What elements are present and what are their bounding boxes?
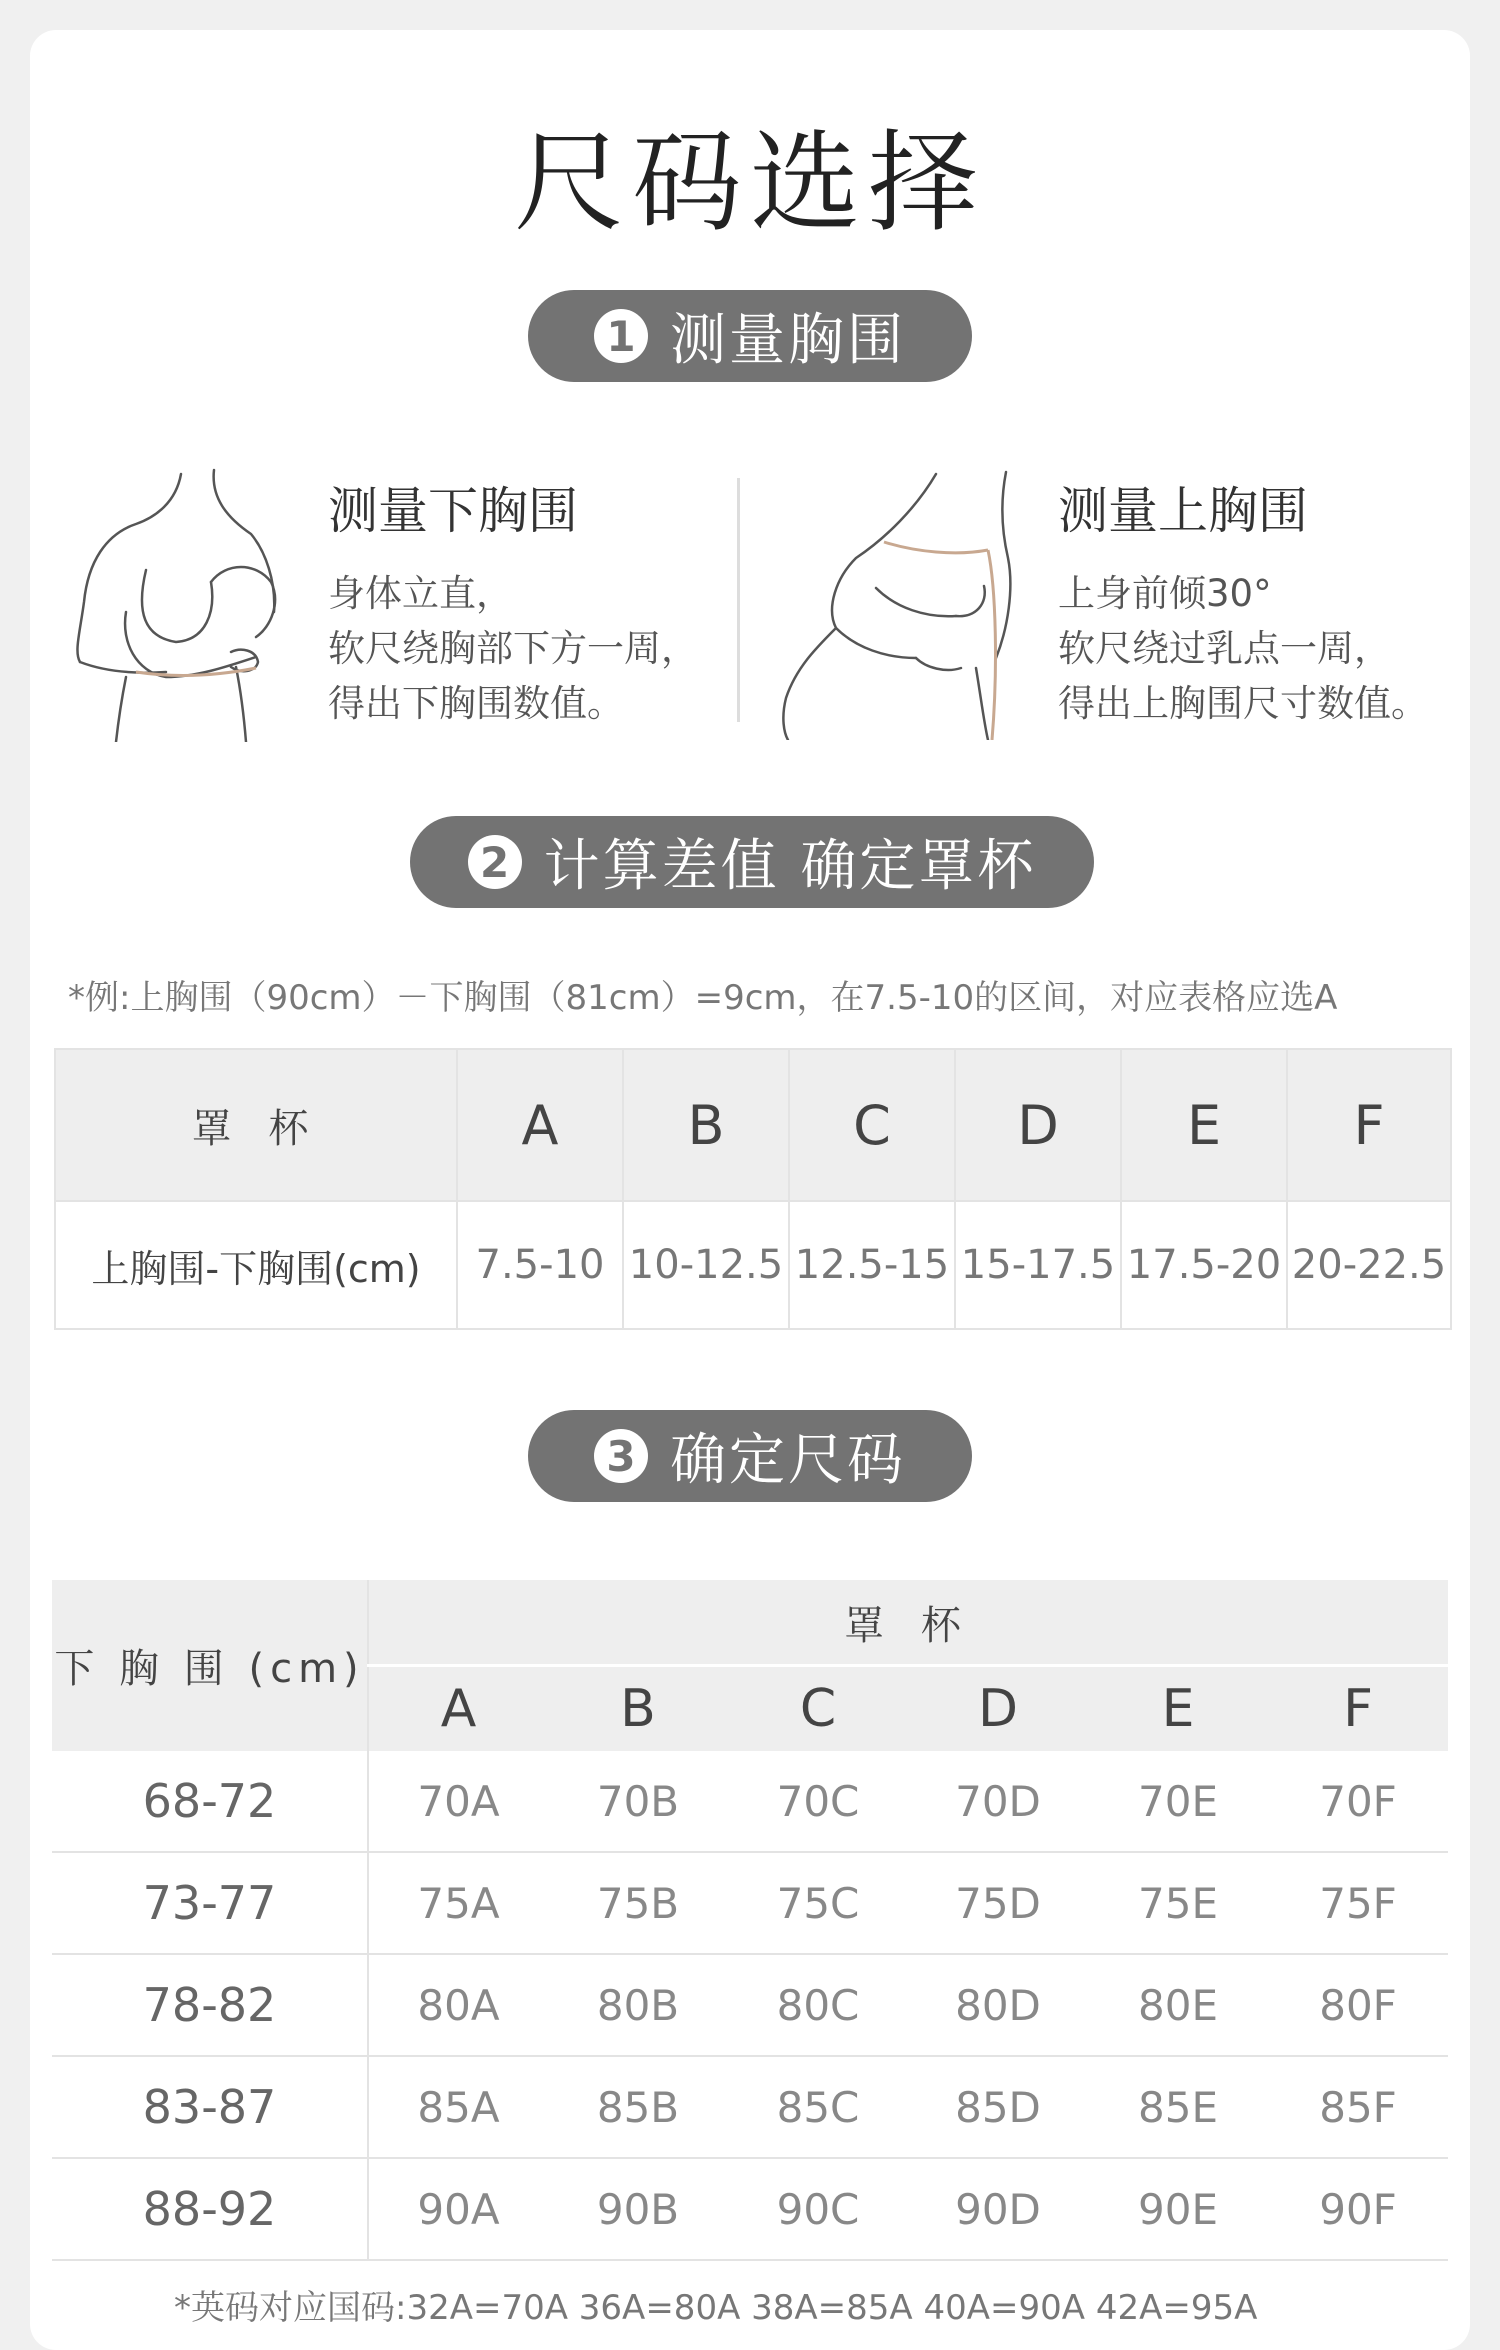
size-cell: 85A — [368, 2056, 548, 2158]
band-header: 下 胸 围 (cm) — [52, 1580, 368, 1751]
step-3-label: 确定尺码 — [670, 1428, 906, 1493]
size-cell: 90F — [1268, 2158, 1448, 2260]
step-1-badge — [528, 290, 972, 382]
size-cell: 75E — [1088, 1852, 1268, 1954]
size-cell: 70D — [908, 1751, 1088, 1852]
size-cell: 90D — [908, 2158, 1088, 2260]
measure-lower-bust-illustration — [66, 462, 306, 742]
size-cell: 70A — [368, 1751, 548, 1852]
cup-letter: F — [1287, 1049, 1451, 1201]
cup-header-label: 罩 杯 — [55, 1049, 457, 1201]
table-row — [52, 1954, 1448, 2056]
size-cell: 80C — [728, 1954, 908, 2056]
cup-letter: E — [1121, 1049, 1287, 1201]
band-range: 68-72 — [52, 1751, 368, 1852]
band-range: 83-87 — [52, 2056, 368, 2158]
cup-letter: A — [368, 1666, 548, 1752]
size-cell: 90A — [368, 2158, 548, 2260]
size-cell: 85D — [908, 2056, 1088, 2158]
difference-row — [55, 1201, 1451, 1329]
example-note: *例:上胸围（90cm）－下胸围（81cm）=9cm，在7.5-10的区间，对应表格应选A — [68, 978, 1338, 1018]
cup-letter: B — [623, 1049, 789, 1201]
cup-header: 罩 杯 — [368, 1580, 1448, 1666]
step-1-label: 测量胸围 — [670, 308, 906, 373]
size-header-row — [52, 1580, 1448, 1666]
difference-range: 7.5-10 — [457, 1201, 623, 1329]
size-cell: 80B — [548, 1954, 728, 2056]
size-cell: 75A — [368, 1852, 548, 1954]
size-cell: 70E — [1088, 1751, 1268, 1852]
difference-range: 17.5-20 — [1121, 1201, 1287, 1329]
size-cell: 70B — [548, 1751, 728, 1852]
step-number-icon: 1 — [594, 309, 648, 363]
size-cell: 80D — [908, 1954, 1088, 2056]
lower-bust-line: 身体立直， — [328, 572, 513, 615]
cup-letter: E — [1088, 1666, 1268, 1752]
band-range: 73-77 — [52, 1852, 368, 1954]
table-row — [52, 2158, 1448, 2260]
difference-range: 10-12.5 — [623, 1201, 789, 1329]
upper-bust-line: 得出上胸围尺寸数值。 — [1058, 682, 1428, 725]
size-cell: 70F — [1268, 1751, 1448, 1852]
cup-header-row — [55, 1049, 1451, 1201]
cup-letter: F — [1268, 1666, 1448, 1752]
size-cell: 80E — [1088, 1954, 1268, 2056]
table-row — [52, 2056, 1448, 2158]
size-cell: 75D — [908, 1852, 1088, 1954]
difference-range: 12.5-15 — [789, 1201, 955, 1329]
step-2-label: 计算差值 确定罩杯 — [543, 834, 1037, 899]
cup-letter: C — [728, 1666, 908, 1752]
cup-letter: D — [908, 1666, 1088, 1752]
size-cell: 90C — [728, 2158, 908, 2260]
size-cell: 85C — [728, 2056, 908, 2158]
upper-bust-line: 上身前倾30° — [1058, 572, 1272, 615]
difference-range: 15-17.5 — [955, 1201, 1121, 1329]
size-cell: 90E — [1088, 2158, 1268, 2260]
lower-bust-description — [328, 566, 698, 731]
cup-letter: D — [955, 1049, 1121, 1201]
size-cell: 75F — [1268, 1852, 1448, 1954]
upper-bust-line: 软尺绕过乳点一周， — [1058, 627, 1391, 670]
cup-letter: B — [548, 1666, 728, 1752]
table-row — [52, 1751, 1448, 1852]
band-range: 78-82 — [52, 1954, 368, 2056]
band-range: 88-92 — [52, 2158, 368, 2260]
size-table — [52, 1580, 1448, 2261]
upper-bust-description — [1058, 566, 1428, 731]
size-cell: 90B — [548, 2158, 728, 2260]
table-row — [52, 1852, 1448, 1954]
difference-range: 20-22.5 — [1287, 1201, 1451, 1329]
conversion-note: *英码对应国码:32A=70A 36A=80A 38A=85A 40A=90A 42A=95A — [174, 2288, 1258, 2328]
cup-difference-table — [54, 1048, 1452, 1330]
page-title: 尺码选择 — [514, 119, 986, 247]
size-cell: 85B — [548, 2056, 728, 2158]
measure-upper-bust-illustration — [776, 468, 1026, 740]
lower-bust-line: 得出下胸围数值。 — [328, 682, 624, 725]
lower-bust-line: 软尺绕胸部下方一周， — [328, 627, 698, 670]
size-cell: 80A — [368, 1954, 548, 2056]
step-number-icon: 3 — [594, 1429, 648, 1483]
size-cell: 75B — [548, 1852, 728, 1954]
step-2-badge — [410, 816, 1094, 908]
size-cell: 75C — [728, 1852, 908, 1954]
divider — [737, 478, 740, 722]
cup-letter: A — [457, 1049, 623, 1201]
size-cell: 80F — [1268, 1954, 1448, 2056]
step-number-icon: 2 — [468, 835, 522, 889]
step-3-badge — [528, 1410, 972, 1502]
lower-bust-title: 测量下胸围 — [328, 482, 578, 540]
size-cell: 70C — [728, 1751, 908, 1852]
size-cell: 85E — [1088, 2056, 1268, 2158]
difference-label: 上胸围-下胸围(cm) — [55, 1201, 457, 1329]
upper-bust-title: 测量上胸围 — [1058, 482, 1308, 540]
size-cell: 85F — [1268, 2056, 1448, 2158]
cup-letter: C — [789, 1049, 955, 1201]
